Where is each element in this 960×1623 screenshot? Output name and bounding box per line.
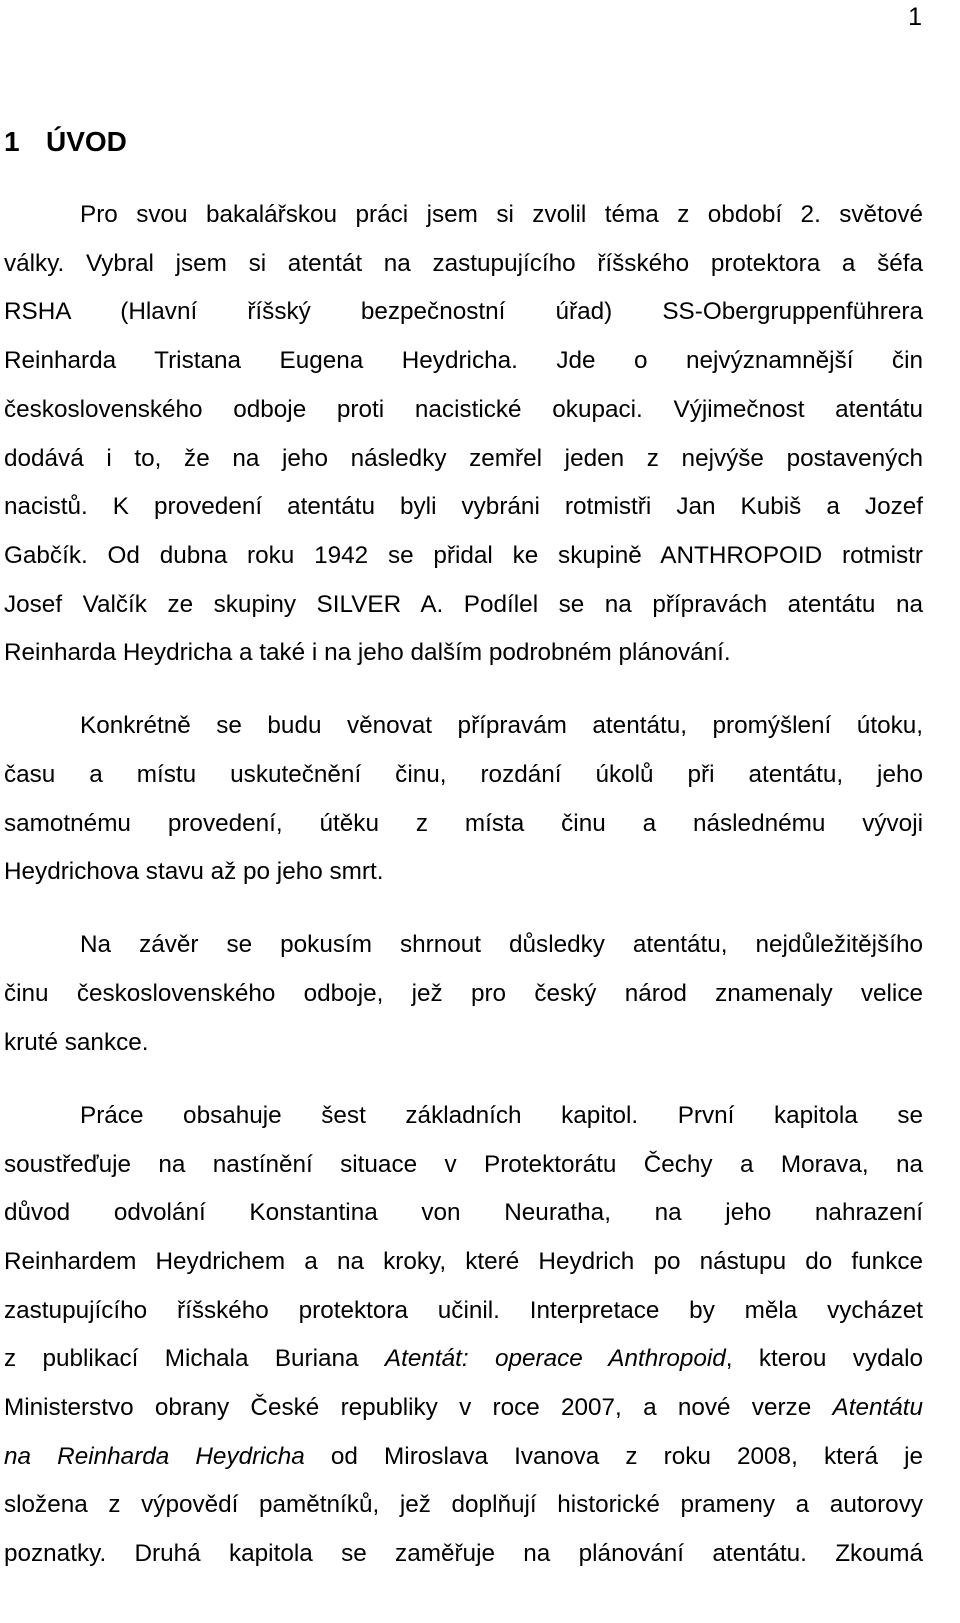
text-line: Reinharda Heydricha a také i na jeho dalším podrobném plánování. xyxy=(4,639,731,667)
text-line: složena z výpovědí pamětníků, jež doplňují historické prameny a autorovy xyxy=(4,1491,923,1519)
text-line: Reinharda Tristana Eugena Heydricha. Jde o nejvýznamnější čin xyxy=(4,347,923,375)
text-line: československého odboje proti nacistické okupaci. Výjimečnost atentátu xyxy=(4,395,923,423)
paragraph-1 xyxy=(4,191,923,678)
book-title-burian: Atentát: operace Anthropoid xyxy=(384,1345,726,1373)
text-segment: , kterou vydalo xyxy=(725,1345,924,1373)
text-line: důvod odvolání Konstantina von Neuratha, na jeho nahrazení xyxy=(4,1199,923,1227)
chapter-title: ÚVOD xyxy=(46,126,127,157)
text-line: zastupujícího říšského protektora učinil. Interpretace by měla vycházet xyxy=(4,1296,923,1324)
text-line-with-citation xyxy=(4,1433,923,1482)
text-line: poznatky. Druhá kapitola se zaměřuje na plánování atentátu. Zkoumá xyxy=(4,1540,923,1568)
text-line: času a místu uskutečnění činu, rozdání úkolů při atentátu, jeho xyxy=(4,761,923,789)
text-line: Pro svou bakalářskou práci jsem si zvolil téma z období 2. světové xyxy=(80,201,923,228)
text-segment: Ministerstvo obrany České republiky v roce 2007, a nové verze xyxy=(4,1394,833,1422)
text-line-with-citation xyxy=(4,1335,923,1384)
text-line: kruté sankce. xyxy=(4,1028,149,1056)
text-line: Reinhardem Heydrichem a na kroky, které Heydrich po nástupu do funkce xyxy=(4,1247,923,1275)
paragraph-4 xyxy=(4,1092,923,1579)
page-number: 1 xyxy=(908,3,922,31)
body-text xyxy=(4,191,923,1579)
text-segment: z publikací Michala Buriana xyxy=(4,1345,385,1373)
text-line-with-citation xyxy=(4,1384,923,1433)
text-line: Konkrétně se budu věnovat přípravám atentátu, promýšlení útoku, xyxy=(80,712,923,740)
text-line: RSHA (Hlavní říšský bezpečnostní úřad) SS-Obergruppenführera xyxy=(4,298,923,326)
text-segment: od Miroslava Ivanova z roku 2008, která je xyxy=(304,1442,923,1470)
text-line: Práce obsahuje šest základních kapitol. První kapitola se xyxy=(80,1101,923,1129)
text-line: Na závěr se pokusím shrnout důsledky atentátu, nejdůležitějšího xyxy=(80,931,923,959)
text-line: činu československého odboje, jež pro český národ znamenaly velice xyxy=(4,980,923,1008)
text-line: nacistů. K provedení atentátu byli vybráni rotmistři Jan Kubiš a Jozef xyxy=(4,493,923,521)
text-line: samotnému provedení, útěku z místa činu a následnému vývoji xyxy=(4,809,923,837)
chapter-heading xyxy=(4,124,127,160)
text-line: Gabčík. Od dubna roku 1942 se přidal ke skupině ANTHROPOID rotmistr xyxy=(4,541,923,569)
paragraph-2 xyxy=(4,702,923,897)
book-title-ivanov-part2: na Reinharda Heydricha xyxy=(4,1442,305,1470)
text-line: války. Vybral jsem si atentát na zastupujícího říšského protektora a šéfa xyxy=(4,249,923,277)
text-line: dodává i to, že na jeho následky zemřel jeden z nejvýše postavených xyxy=(4,444,923,472)
chapter-number: 1 xyxy=(4,126,20,157)
text-line: Josef Valčík ze skupiny SILVER A. Podílel se na přípravách atentátu na xyxy=(4,590,923,618)
text-line: soustřeďuje na nastínění situace v Protektorátu Čechy a Morava, na xyxy=(4,1150,923,1178)
paragraph-3 xyxy=(4,921,923,1067)
book-title-ivanov-part1: Atentátu xyxy=(832,1394,923,1422)
text-line: Heydrichova stavu až po jeho smrt. xyxy=(4,858,384,886)
